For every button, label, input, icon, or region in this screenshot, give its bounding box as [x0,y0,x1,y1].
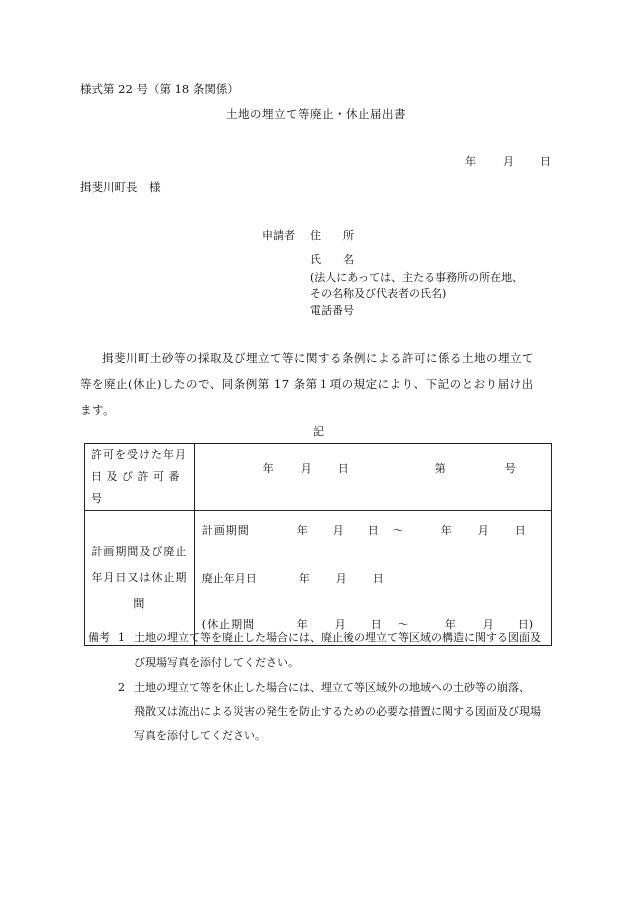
table-row [85,511,552,646]
applicant-note-1: (法人にあっては、主たる事務所の所在地、 [310,271,524,284]
body-line-1: 揖斐川町土砂等の採取及び埋立て等に関する条例による許可に係る土地の埋立て [102,351,534,365]
note-2-line-2: 飛散又は流出による災害の発生を防止するための必要な措置に関する図面及び現場 [134,705,541,718]
body-line-3: ます。 [80,403,116,417]
notes-heading: 備考 [88,631,110,644]
note-2-line-1: 土地の埋立て等を休止した場合には、埋立て等区域外の地域への土砂等の崩落、 [134,681,530,694]
applicant-note-2: その名称及び代表者の氏名) [310,287,447,300]
note-2-number: 2 [118,681,125,694]
applicant-name: 氏 名 [310,253,354,266]
note-2-line-3: 写真を添付してください。 [134,729,266,742]
date-year: 年 [465,155,476,168]
row1-label: 許可を受けた年月 日及び許可番号 [85,444,195,511]
body-line-2: 等を廃止(休止)したので、同条例第 17 条第１項の規定により、下記のとおり届け出 [80,377,534,391]
note-1-line-2: び現場写真を添付してください。 [134,656,299,669]
table-row [85,444,552,511]
applicant-address: 住 所 [310,229,354,242]
row2-label: 計画期間及び廃止 年月日又は休止期 間 [85,511,195,646]
record-table [84,443,552,646]
applicant-label: 申請者 [262,229,295,242]
date-month: 月 [503,155,514,168]
addressee: 揖斐川町長 様 [80,180,161,194]
note-1-line-1: 土地の埋立て等を廃止した場合には、廃止後の埋立て等区域の構造に関する図面及 [134,631,541,644]
form-number: 様式第 22 号（第 18 条関係） [80,82,239,96]
note-1-number: 1 [118,631,125,644]
applicant-phone: 電話番号 [310,304,354,317]
ki-heading: 記 [313,425,324,438]
row2-value: 計画期間 年 月 日 ～ 年 月 日 廃止年月日 年 月 日 (休止期間 年 月 日 ～ 年 月 日) [194,511,551,646]
page-title: 土地の埋立て等廃止・休止届出書 [226,107,406,121]
date-day: 日 [540,155,551,168]
row1-value: 年 月 日 第 号 [194,444,551,511]
body-text [80,345,558,423]
